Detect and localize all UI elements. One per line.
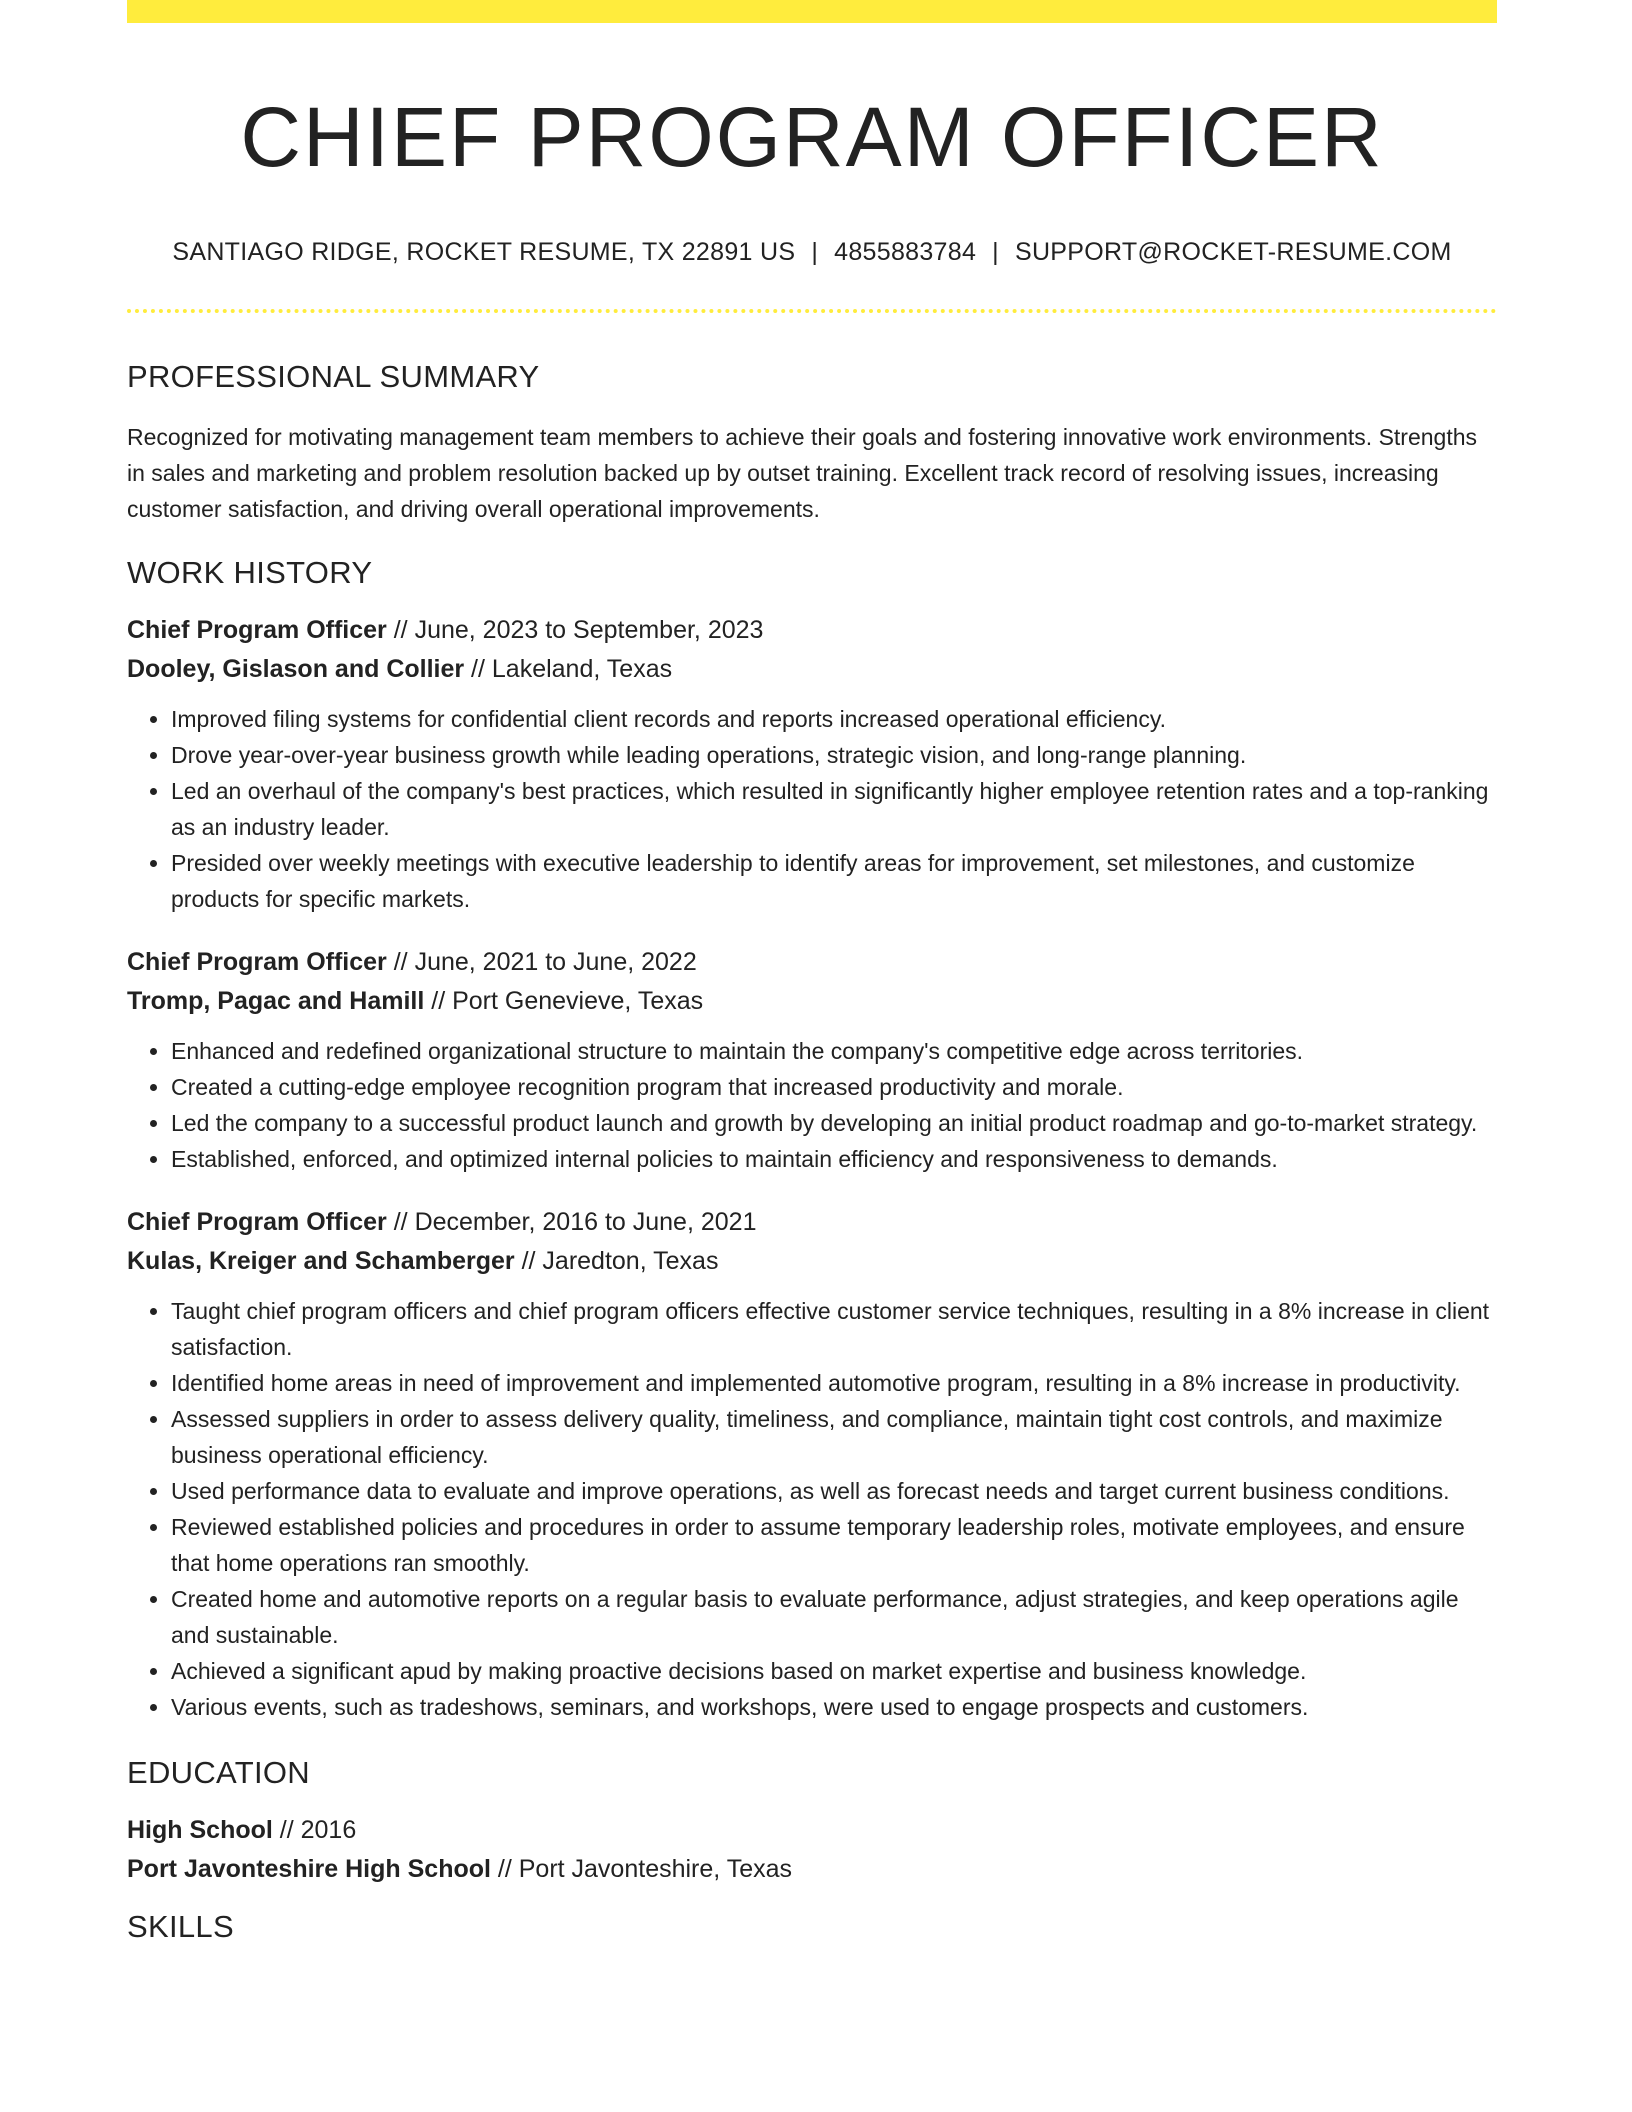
- contact-separator: |: [811, 238, 819, 266]
- education-degree-line: [127, 1811, 1497, 1850]
- resume-title: CHIEF PROGRAM OFFICER: [240, 90, 1384, 184]
- job-location: // Port Genevieve, Texas: [424, 987, 704, 1015]
- job-entry: [127, 943, 1497, 1177]
- education-location: // Port Javonteshire, Texas: [490, 1855, 793, 1883]
- job-company: Tromp, Pagac and Hamill: [127, 987, 425, 1015]
- job-dates: // December, 2016 to June, 2021: [386, 1208, 757, 1236]
- job-bullet: • Assessed suppliers in order to assess delivery quality, timeliness, and compliance, maintain tight cost controls, and maximize business operational efficiency.: [171, 1401, 1497, 1473]
- job-bullet: • Enhanced and redefined organizational structure to maintain the company's competitive edge across territories.: [171, 1033, 1497, 1069]
- job-bullet: • Taught chief program officers and chief program officers effective customer service techniques, resulting in a 8% increase in client satisfaction.: [171, 1293, 1497, 1365]
- job-location: // Lakeland, Texas: [464, 655, 673, 683]
- accent-top-bar: [127, 0, 1497, 23]
- job-bullet: • Various events, such as tradeshows, seminars, and workshops, were used to engage prospects and customers.: [171, 1689, 1497, 1725]
- job-company: Kulas, Kreiger and Schamberger: [127, 1247, 515, 1275]
- summary-text: Recognized for motivating management team members to achieve their goals and fostering innovative work environments. Strengths in sales and marketing and problem resolution backed up by outset training. Excellent track record of resolving issues, increasing customer satisfaction, and driving overall operational improvements.: [127, 424, 1478, 522]
- contact-separator: |: [992, 238, 999, 266]
- job-entry: [127, 1203, 1497, 1725]
- job-bullets: [127, 1033, 1497, 1177]
- job-bullet: • Led an overhaul of the company's best practices, which resulted in significantly higher employee retention rates and a top-ranking as an industry leader.: [171, 773, 1497, 845]
- job-company-line: [127, 982, 1497, 1021]
- education-year: // 2016: [272, 1816, 357, 1844]
- work-history-heading: WORK HISTORY: [127, 555, 373, 590]
- job-bullet: • Led the company to a successful product launch and growth by developing an initial product roadmap and go-to-market strategy.: [171, 1105, 1497, 1141]
- contact-address: SANTIAGO RIDGE, ROCKET RESUME, TX 22891 US: [172, 238, 796, 266]
- job-bullets: [127, 701, 1497, 917]
- job-bullet: • Presided over weekly meetings with executive leadership to identify areas for improvement, set milestones, and customize products for specific markets.: [171, 845, 1497, 917]
- contact-email: SUPPORT@ROCKET-RESUME.COM: [1014, 238, 1452, 266]
- job-bullet: • Identified home areas in need of improvement and implemented automotive program, resulting in a 8% increase in productivity.: [171, 1365, 1497, 1401]
- summary-heading: PROFESSIONAL SUMMARY: [127, 359, 540, 394]
- job-bullet: • Established, enforced, and optimized internal policies to maintain efficiency and responsiveness to demands.: [171, 1141, 1497, 1177]
- job-bullet: • Created home and automotive reports on a regular basis to evaluate performance, adjust strategies, and keep operations agile and sustainable.: [171, 1581, 1497, 1653]
- job-company-line: [127, 1242, 1497, 1281]
- job-bullet: • Drove year-over-year business growth while leading operations, strategic vision, and long-range planning.: [171, 737, 1497, 773]
- job-bullet: • Achieved a significant apud by making proactive decisions based on market expertise and business knowledge.: [171, 1653, 1497, 1689]
- job-role-line: [127, 1203, 1497, 1242]
- job-company-line: [127, 650, 1497, 689]
- job-role-line: [127, 943, 1497, 982]
- job-bullets: [127, 1293, 1497, 1725]
- contact-phone: 4855883784: [834, 238, 977, 266]
- job-bullet: • Created a cutting-edge employee recognition program that increased productivity and morale.: [171, 1069, 1497, 1105]
- education-degree: High School: [127, 1816, 273, 1844]
- job-role: Chief Program Officer: [127, 1208, 387, 1236]
- job-company: Dooley, Gislason and Collier: [127, 655, 465, 683]
- job-role-line: [127, 611, 1497, 650]
- job-bullet: • Reviewed established policies and procedures in order to assume temporary leadership roles, motivate employees, and ensure that home operations ran smoothly.: [171, 1509, 1497, 1581]
- resume-page: [127, 0, 1497, 1947]
- job-dates: // June, 2023 to September, 2023: [386, 616, 764, 644]
- education-heading: EDUCATION: [127, 1755, 310, 1790]
- education-school-line: [127, 1850, 1497, 1889]
- job-entry: [127, 611, 1497, 917]
- job-location: // Jaredton, Texas: [514, 1247, 719, 1275]
- education-entry: [127, 1811, 1497, 1889]
- education-school: Port Javonteshire High School: [127, 1855, 491, 1883]
- skills-heading: SKILLS: [127, 1909, 234, 1944]
- job-bullet: • Used performance data to evaluate and improve operations, as well as forecast needs and target current business conditions.: [171, 1473, 1497, 1509]
- job-dates: // June, 2021 to June, 2022: [386, 948, 697, 976]
- job-bullet: • Improved filing systems for confidential client records and reports increased operational efficiency.: [171, 701, 1497, 737]
- dotted-divider: [127, 309, 1497, 313]
- job-role: Chief Program Officer: [127, 616, 387, 644]
- contact-line: [127, 235, 1497, 269]
- job-role: Chief Program Officer: [127, 948, 387, 976]
